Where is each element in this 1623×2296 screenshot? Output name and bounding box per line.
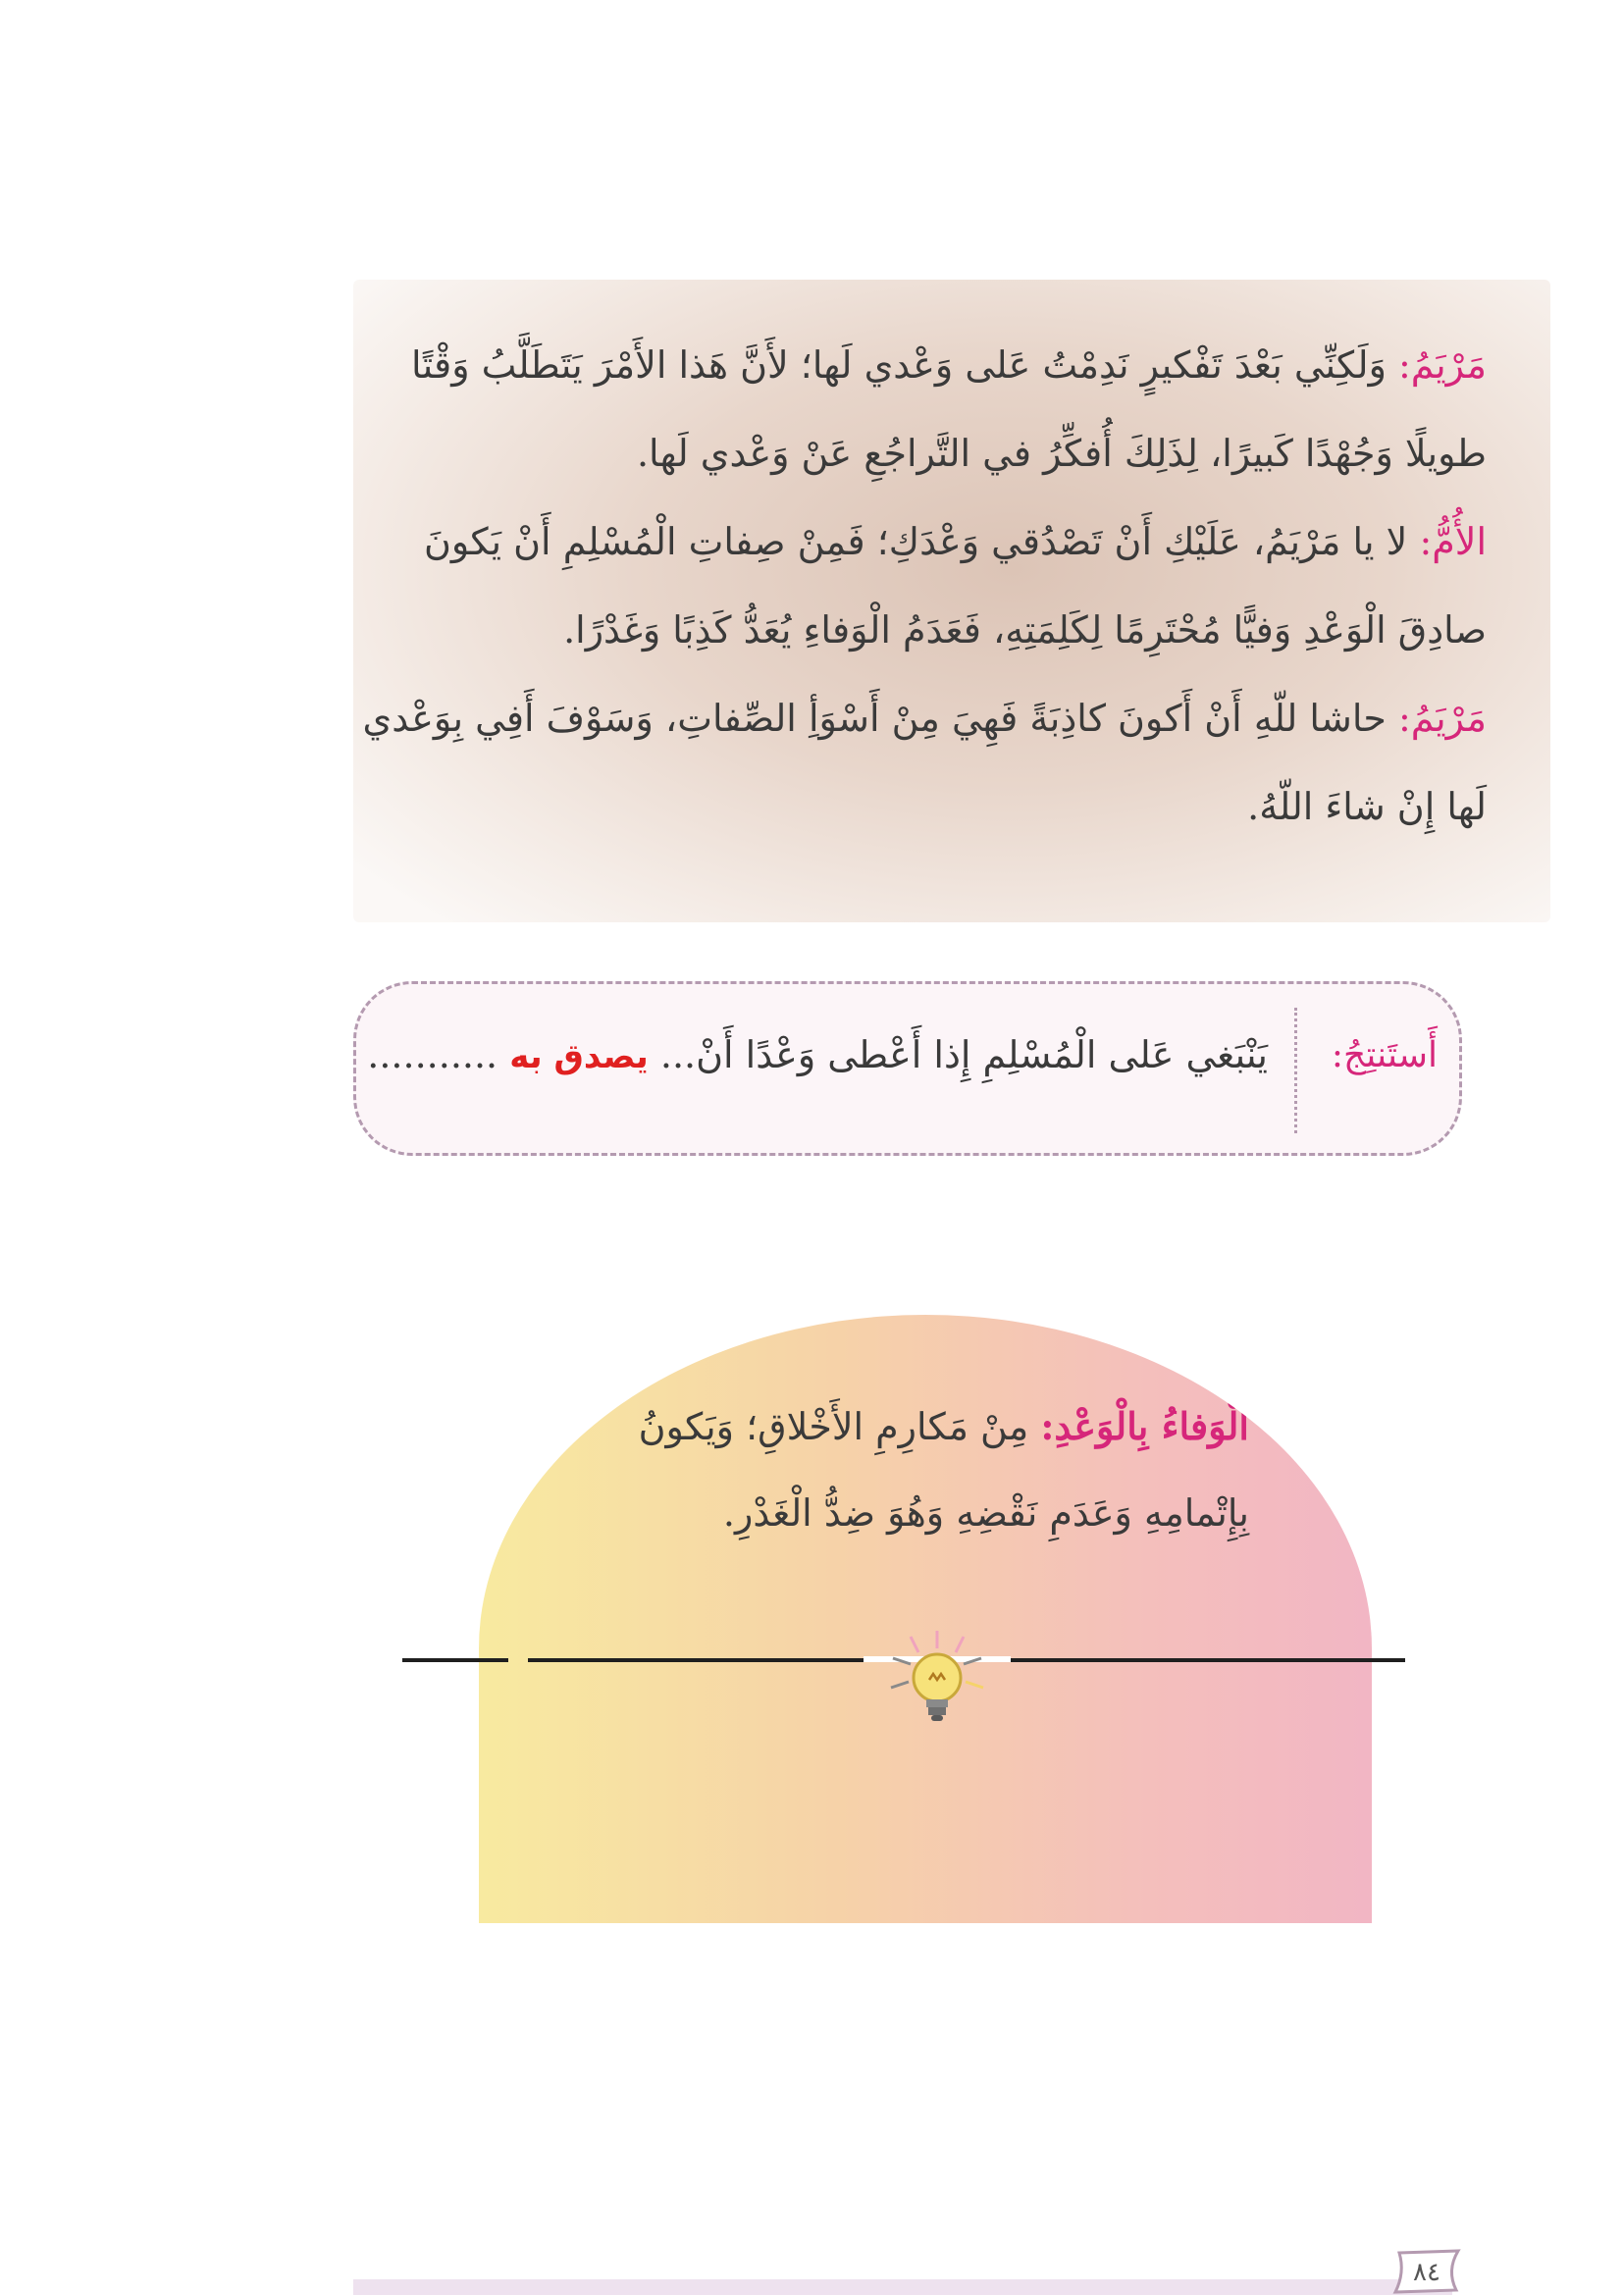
dialogue-line bbox=[362, 674, 1487, 762]
line-text: حاشا للّهِ أَنْ أَكونَ كاذِبَةً فَهِيَ مِنْ أَسْوَأِ الصِّفاتِ، وَسَوْفَ أَفِي بِوَعْدي bbox=[362, 697, 1398, 740]
line-text: وَلَكِنِّي بَعْدَ تَفْكيرٍ نَدِمْتُ عَلى وَعْدي لَها؛ لأَنَّ هَذا الأَمْرَ يَتَطَلَّبُ وَقْتًا bbox=[411, 343, 1398, 387]
dialogue-line bbox=[407, 762, 1487, 851]
definition-text bbox=[582, 1383, 1249, 1556]
definition-term: الْوَفاءُ بِالْوَعْدِ: bbox=[1040, 1404, 1249, 1448]
line-text: صادِقَ الْوَعْدِ وَفيًّا مُحْتَرِمًا لِكَلِمَتِهِ، فَعَدَمُ الْوَفاءِ يُعَدُّ كَذِبًا وَغَدْرًا. bbox=[563, 608, 1487, 652]
definition-line bbox=[582, 1383, 1249, 1470]
definition-line: بِإِتْمامِهِ وَعَدَمِ نَقْضِهِ وَهُوَ ضِدُّ الْغَدْرِ. bbox=[722, 1491, 1249, 1535]
speaker-name: الأُمُّ: bbox=[1419, 520, 1487, 563]
dialogue-line bbox=[407, 409, 1487, 497]
baseline-right bbox=[1238, 1658, 1405, 1662]
footer-bar bbox=[353, 2279, 1452, 2295]
lightbulb-icon bbox=[864, 1629, 1011, 1747]
baseline-left bbox=[402, 1658, 508, 1662]
conclusion-divider bbox=[1294, 1008, 1297, 1133]
dialogue-panel bbox=[353, 280, 1550, 922]
line-text: لَها إِنْ شاءَ اللّهُ. bbox=[1247, 785, 1487, 828]
dialogue-line bbox=[407, 497, 1487, 586]
conclusion-box bbox=[353, 981, 1462, 1156]
line-text: لا يا مَرْيَمُ، عَلَيْكِ أَنْ تَصْدُقي وَعْدَكِ؛ فَمِنْ صِفاتِ الْمُسْلِمِ أَنْ يَكونَ bbox=[423, 520, 1420, 563]
dialogue-line bbox=[407, 586, 1487, 674]
conclusion-prompt: يَنْبَغي عَلى الْمُسْلِمِ إِذا أَعْطى وَعْدًا أَنْ... bbox=[659, 1033, 1268, 1076]
definition-line1-rest: مِنْ مَكارِمِ الأَخْلاقِ؛ وَيَكونُ bbox=[638, 1405, 1041, 1448]
conclusion-text bbox=[367, 1033, 1268, 1076]
answer-dots: ........... bbox=[367, 1033, 498, 1076]
speaker-name: مَرْيَمُ: bbox=[1398, 343, 1487, 387]
dialogue-line bbox=[407, 321, 1487, 409]
speaker-name: مَرْيَمُ: bbox=[1398, 697, 1487, 740]
line-text: طويلًا وَجُهْدًا كَبيرًا، لِذَلِكَ أُفكِّرُ في التَّراجُعِ عَنْ وَعْدي لَها. bbox=[636, 432, 1487, 475]
conclusion-answer[interactable]: يصدق به bbox=[509, 1037, 649, 1076]
page-number: ٨٤ bbox=[1413, 2258, 1440, 2287]
conclusion-label: أَستَنتِجُ: bbox=[1331, 1035, 1438, 1075]
definition-dome bbox=[479, 1315, 1372, 1923]
dialogue-text bbox=[362, 321, 1487, 851]
